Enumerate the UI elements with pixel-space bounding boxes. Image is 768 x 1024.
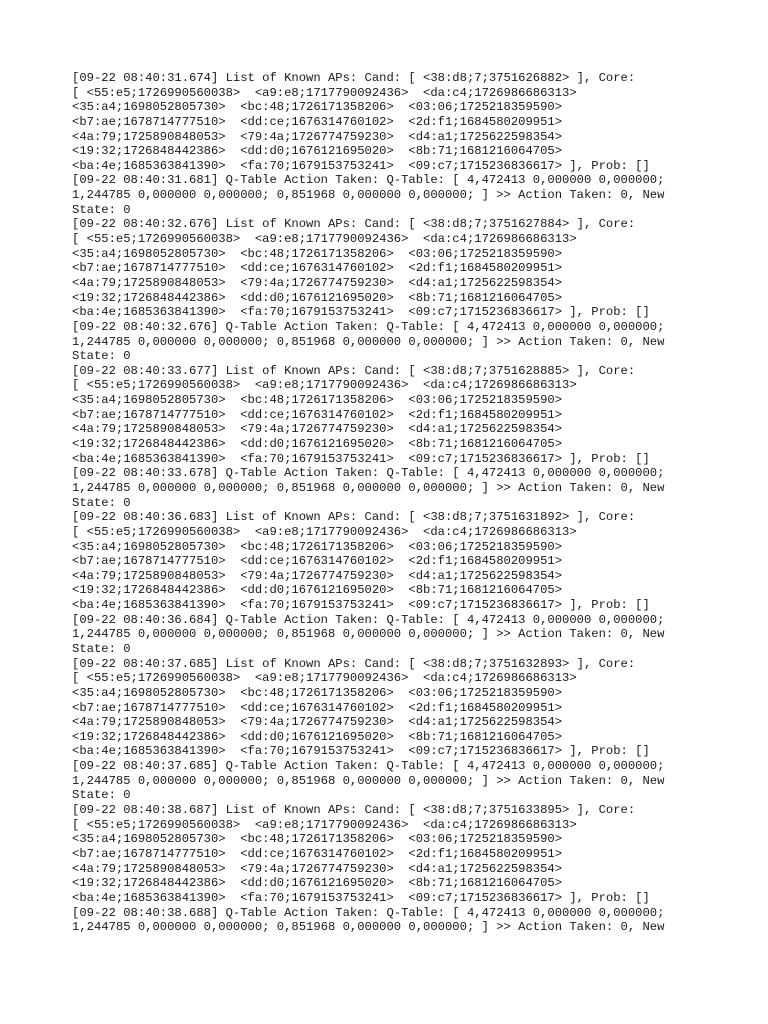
log-line: State: 0 (72, 495, 131, 510)
log-line: [09-22 08:40:31.681] Q-Table Action Taken: Q-Table: [ 4,472413 0,000000 0,000000; (72, 173, 665, 188)
log-line: [ <55:e5;1726990560038> <a9:e8;1717790092436> <da:c4;1726986686313> (72, 671, 577, 686)
log-line: <4a:79;1725890848053> <79:4a;1726774759230> <d4:a1;1725622598354> (72, 568, 563, 583)
log-line: [09-22 08:40:38.687] List of Known APs: Cand: [ <38:d8;7;3751633895> ], Core: (72, 803, 636, 818)
log-line: State: 0 (72, 202, 131, 217)
log-line: <b7:ae;1678714777510> <dd:ce;1676314760102> <2d:f1;1684580209951> (72, 554, 563, 569)
log-line: 1,244785 0,000000 0,000000; 0,851968 0,000000 0,000000; ] >> Action Taken: 0, New (72, 334, 665, 349)
log-line: State: 0 (72, 788, 131, 803)
log-line: <35:a4;1698052805730> <bc:48;1726171358206> <03:06;1725218359590> (72, 539, 563, 554)
log-line: <19:32;1726848442386> <dd:d0;1676121695020> <8b:71;1681216064705> (72, 876, 563, 891)
log-line: <ba:4e;1685363841390> <fa:70;1679153753241> <09:c7;1715236836617> ], Prob: [] (72, 890, 650, 905)
log-line: [09-22 08:40:37.685] List of Known APs: Cand: [ <38:d8;7;3751632893> ], Core: (72, 656, 636, 671)
log-line: <19:32;1726848442386> <dd:d0;1676121695020> <8b:71;1681216064705> (72, 729, 563, 744)
log-line: [ <55:e5;1726990560038> <a9:e8;1717790092436> <da:c4;1726986686313> (72, 524, 577, 539)
log-line: <b7:ae;1678714777510> <dd:ce;1676314760102> <2d:f1;1684580209951> (72, 114, 563, 129)
log-line: <35:a4;1698052805730> <bc:48;1726171358206> <03:06;1725218359590> (72, 246, 563, 261)
log-line: <4a:79;1725890848053> <79:4a;1726774759230> <d4:a1;1725622598354> (72, 275, 563, 290)
log-line: <b7:ae;1678714777510> <dd:ce;1676314760102> <2d:f1;1684580209951> (72, 700, 563, 715)
log-line: <35:a4;1698052805730> <bc:48;1726171358206> <03:06;1725218359590> (72, 832, 563, 847)
log-line: <35:a4;1698052805730> <bc:48;1726171358206> <03:06;1725218359590> (72, 393, 563, 408)
log-line: [09-22 08:40:36.683] List of Known APs: Cand: [ <38:d8;7;3751631892> ], Core: (72, 510, 636, 525)
log-line: 1,244785 0,000000 0,000000; 0,851968 0,000000 0,000000; ] >> Action Taken: 0, New (72, 188, 665, 203)
log-line: <ba:4e;1685363841390> <fa:70;1679153753241> <09:c7;1715236836617> ], Prob: [] (72, 598, 650, 613)
log-line: <4a:79;1725890848053> <79:4a;1726774759230> <d4:a1;1725622598354> (72, 715, 563, 730)
log-line: <4a:79;1725890848053> <79:4a;1726774759230> <d4:a1;1725622598354> (72, 129, 563, 144)
log-line: 1,244785 0,000000 0,000000; 0,851968 0,000000 0,000000; ] >> Action Taken: 0, New (72, 480, 665, 495)
log-line: <b7:ae;1678714777510> <dd:ce;1676314760102> <2d:f1;1684580209951> (72, 846, 563, 861)
log-text-block (72, 71, 712, 935)
log-line: [09-22 08:40:37.685] Q-Table Action Taken: Q-Table: [ 4,472413 0,000000 0,000000; (72, 759, 665, 774)
log-line: [ <55:e5;1726990560038> <a9:e8;1717790092436> <da:c4;1726986686313> (72, 817, 577, 832)
log-line: 1,244785 0,000000 0,000000; 0,851968 0,000000 0,000000; ] >> Action Taken: 0, New (72, 773, 665, 788)
log-line: <ba:4e;1685363841390> <fa:70;1679153753241> <09:c7;1715236836617> ], Prob: [] (72, 451, 650, 466)
log-line: <b7:ae;1678714777510> <dd:ce;1676314760102> <2d:f1;1684580209951> (72, 261, 563, 276)
log-line: [09-22 08:40:36.684] Q-Table Action Taken: Q-Table: [ 4,472413 0,000000 0,000000; (72, 612, 665, 627)
log-line: <19:32;1726848442386> <dd:d0;1676121695020> <8b:71;1681216064705> (72, 290, 563, 305)
log-line: 1,244785 0,000000 0,000000; 0,851968 0,000000 0,000000; ] >> Action Taken: 0, New (72, 920, 665, 935)
log-line: 1,244785 0,000000 0,000000; 0,851968 0,000000 0,000000; ] >> Action Taken: 0, New (72, 627, 665, 642)
log-line: [09-22 08:40:31.674] List of Known APs: Cand: [ <38:d8;7;3751626882> ], Core: (72, 71, 636, 85)
log-line: <4a:79;1725890848053> <79:4a;1726774759230> <d4:a1;1725622598354> (72, 861, 563, 876)
log-line: [09-22 08:40:32.676] Q-Table Action Taken: Q-Table: [ 4,472413 0,000000 0,000000; (72, 319, 665, 334)
log-line: <ba:4e;1685363841390> <fa:70;1679153753241> <09:c7;1715236836617> ], Prob: [] (72, 158, 650, 173)
log-line: [09-22 08:40:33.677] List of Known APs: Cand: [ <38:d8;7;3751628885> ], Core: (72, 363, 636, 378)
log-line: <35:a4;1698052805730> <bc:48;1726171358206> <03:06;1725218359590> (72, 100, 563, 115)
log-line: State: 0 (72, 349, 131, 364)
log-line: [ <55:e5;1726990560038> <a9:e8;1717790092436> <da:c4;1726986686313> (72, 378, 577, 393)
log-line: [09-22 08:40:33.678] Q-Table Action Taken: Q-Table: [ 4,472413 0,000000 0,000000; (72, 466, 665, 481)
log-line: <19:32;1726848442386> <dd:d0;1676121695020> <8b:71;1681216064705> (72, 583, 563, 598)
log-line: <ba:4e;1685363841390> <fa:70;1679153753241> <09:c7;1715236836617> ], Prob: [] (72, 744, 650, 759)
log-line: State: 0 (72, 641, 131, 656)
log-line: <35:a4;1698052805730> <bc:48;1726171358206> <03:06;1725218359590> (72, 685, 563, 700)
log-line: <ba:4e;1685363841390> <fa:70;1679153753241> <09:c7;1715236836617> ], Prob: [] (72, 305, 650, 320)
log-line: [ <55:e5;1726990560038> <a9:e8;1717790092436> <da:c4;1726986686313> (72, 85, 577, 100)
log-line: [09-22 08:40:32.676] List of Known APs: Cand: [ <38:d8;7;3751627884> ], Core: (72, 217, 636, 232)
log-line: [09-22 08:40:38.688] Q-Table Action Taken: Q-Table: [ 4,472413 0,000000 0,000000; (72, 905, 665, 920)
log-line: [ <55:e5;1726990560038> <a9:e8;1717790092436> <da:c4;1726986686313> (72, 232, 577, 247)
log-line: <b7:ae;1678714777510> <dd:ce;1676314760102> <2d:f1;1684580209951> (72, 407, 563, 422)
log-line: <19:32;1726848442386> <dd:d0;1676121695020> <8b:71;1681216064705> (72, 144, 563, 159)
log-line: <4a:79;1725890848053> <79:4a;1726774759230> <d4:a1;1725622598354> (72, 422, 563, 437)
log-line: <19:32;1726848442386> <dd:d0;1676121695020> <8b:71;1681216064705> (72, 437, 563, 452)
